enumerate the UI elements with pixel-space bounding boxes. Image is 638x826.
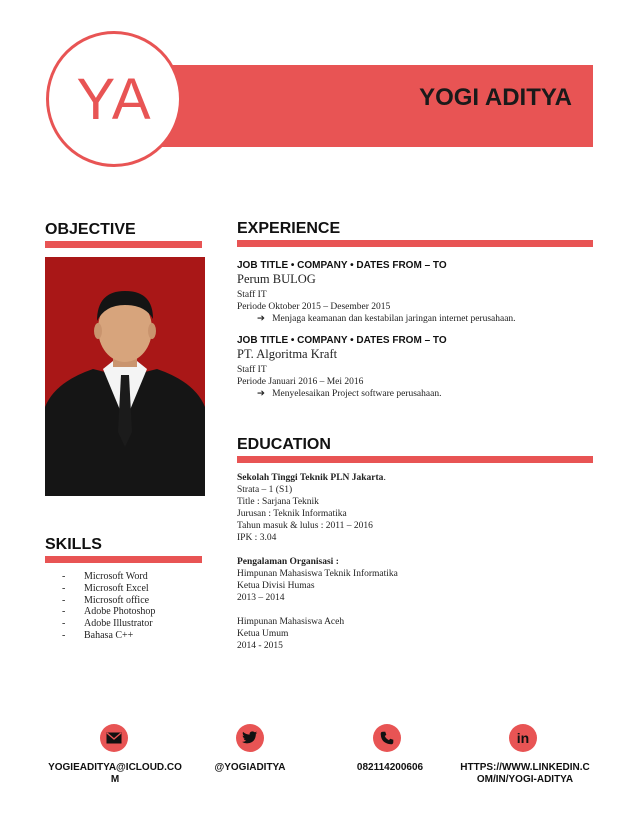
education-line: Strata – 1 (S1) [237,485,293,495]
phone-icon[interactable] [373,724,401,752]
list-item: - Microsoft Word [62,571,148,582]
list-item: - Bahasa C++ [62,629,134,641]
objective-heading: OBJECTIVE [45,221,136,238]
job-entry-2 [237,335,593,400]
school-name: Sekolah Tinggi Teknik PLN Jakarta. [237,473,386,483]
skills-list [62,571,155,642]
list-item: - Microsoft office [62,594,150,606]
organization-heading: Pengalaman Organisasi : [237,557,339,567]
organization-line: 2013 – 2014 [237,593,285,603]
twitter-icon[interactable] [236,724,264,752]
phone-number[interactable]: 082114200606 [356,762,424,773]
job-entry-1 [237,260,593,325]
education-details [237,472,593,652]
organization-line: 2014 - 2015 [237,641,283,651]
job-title: Staff IT [237,365,267,375]
twitter-handle[interactable]: @YOGIADITYA [214,762,286,773]
education-line: Title : Sarjana Teknik [237,497,319,507]
organization-line: Ketua Divisi Humas [237,581,315,591]
job-company: Perum BULOG [237,272,316,286]
linkedin-icon[interactable]: in [509,724,537,752]
person-name: YOGI ADITYA [419,84,572,111]
job-company: PT. Algoritma Kraft [237,347,338,361]
objective-rule [45,241,202,248]
linkedin-url[interactable]: HTTPS://WWW.LINKEDIN.C OM/IN/YOGI-ADITYA [460,762,590,785]
initials-circle [46,31,182,167]
job-meta: JOB TITLE • COMPANY • DATES FROM – TO [237,260,447,271]
job-period: Periode Januari 2016 – Mei 2016 [237,377,364,387]
organization-line: Ketua Umum [237,629,289,639]
list-item: - Adobe Photoshop [62,606,156,618]
skills-heading: SKILLS [45,536,102,553]
arrow-icon: ➔ [257,389,265,399]
person-silhouette [45,257,205,496]
list-item: - Adobe Illustrator [62,618,153,630]
job-period: Periode Oktober 2015 – Desember 2015 [237,302,391,312]
email-link[interactable]: YOGIEADITYA@ICLOUD.CO M [48,762,182,785]
email-icon[interactable] [100,724,128,752]
job-title: Staff IT [237,290,267,300]
skills-rule [45,556,202,563]
initials: YA [76,66,152,132]
job-task: ➔ Menyelesaikan Project software perusahaan. [257,389,442,399]
education-line: IPK : 3.04 [237,533,277,543]
experience-heading: EXPERIENCE [237,220,341,237]
organization-line: Himpunan Mahasiswa Aceh [237,617,345,627]
education-heading: EDUCATION [237,436,331,453]
job-task: ➔ Menjaga keamanan dan kestabilan jaringan internet perusahaan. [257,314,516,324]
education-line: Tahun masuk & lulus : 2011 – 2016 [237,521,373,531]
experience-rule [237,240,593,247]
profile-photo [45,257,205,496]
organization-line: Himpunan Mahasiswa Teknik Informatika [237,569,398,579]
list-item: - Microsoft Excel [62,582,149,594]
education-rule [237,456,593,463]
education-line: Jurusan : Teknik Informatika [237,509,347,519]
job-meta: JOB TITLE • COMPANY • DATES FROM – TO [237,335,447,346]
arrow-icon: ➔ [257,314,265,324]
